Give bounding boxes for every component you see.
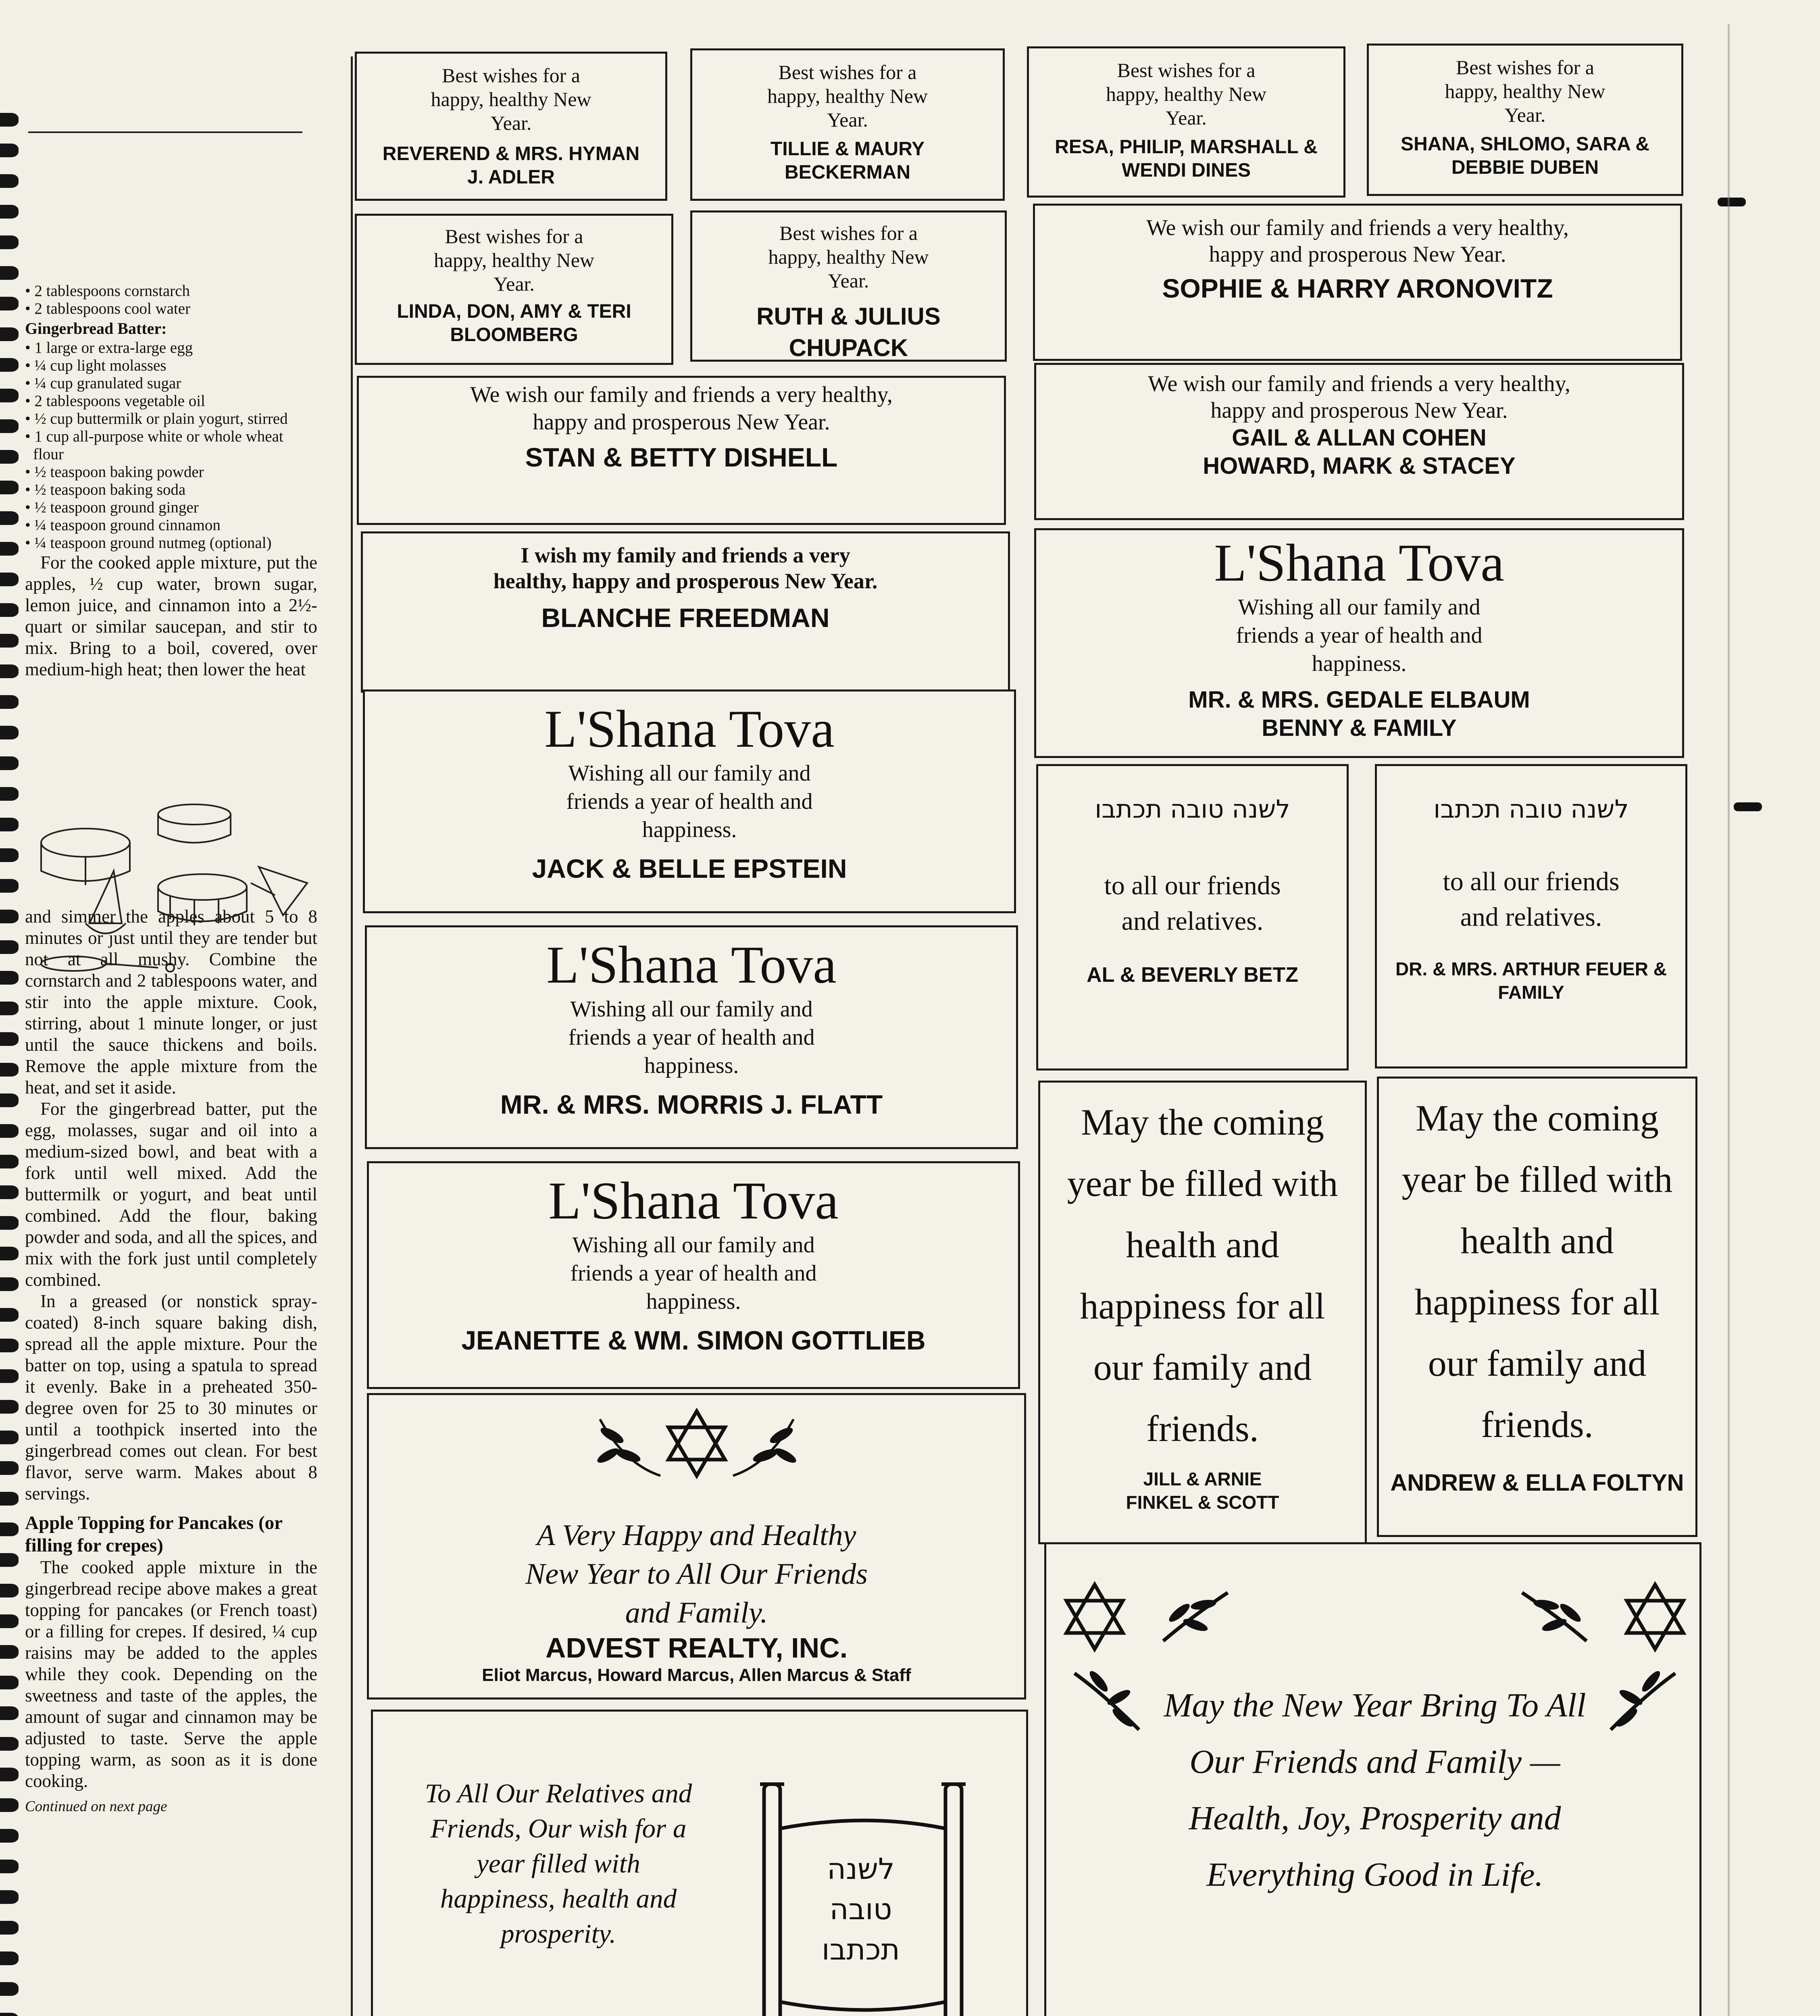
binding-hole bbox=[0, 634, 19, 648]
binding-hole bbox=[0, 1492, 19, 1506]
binding-hole bbox=[0, 1676, 19, 1689]
ingredient: • 1 large or extra-large egg bbox=[25, 339, 317, 357]
binding-hole bbox=[0, 726, 19, 739]
ad-names: JACK & BELLE EPSTEIN bbox=[532, 854, 847, 883]
ad-message: Wishing all our family and friends a year of health and happiness. bbox=[1236, 595, 1483, 676]
ad-message: We wish our family and friends a very healthy, happy and prosperous New Year. bbox=[1146, 215, 1569, 267]
binding-hole bbox=[0, 174, 19, 188]
recipe-paragraph: and simmer the apples about 5 to 8 minutes or just until they are tender but not at all mushy. Combine the cornstarch and 2 tablespoons water, and stir into the apple mixture. Cook, stirring, about 1 minute longer, or just until the sauce thickens and boils. Remove the apple mixture from the heat, and set it aside. bbox=[25, 906, 317, 1098]
batter-ingredient-list bbox=[25, 339, 317, 552]
ad-names: BLANCHE FREEDMAN bbox=[541, 603, 830, 633]
binding-hole bbox=[0, 1645, 19, 1659]
greeting-ad-dishell bbox=[357, 376, 1006, 525]
recipe-paragraph: For the cooked apple mixture, put the apples, ½ cup water, brown sugar, lemon juice, and cinnamon into a 2½-quart or similar saucepan, and stir to mix. Bring to a boil, covered, over medium-high heat; then lower the heat bbox=[25, 552, 317, 679]
ad-message: A Very Happy and Healthy New Year to All Our Friends and Family. bbox=[525, 1519, 868, 1629]
binding-hole bbox=[0, 113, 19, 127]
lshana-tova-heading: L'Shana Tova bbox=[1214, 533, 1504, 592]
ad-message: May the New Year Bring To All Our Friends and Family — Health, Joy, Prosperity and Everything Good in Life. bbox=[1164, 1687, 1586, 1893]
greeting-ad-bloomberg bbox=[355, 214, 673, 365]
binding-hole bbox=[0, 1768, 19, 1781]
ad-names: REVEREND & MRS. HYMAN J. ADLER bbox=[382, 143, 640, 188]
lshana-tova-ad-epstein bbox=[363, 689, 1016, 913]
binding-hole bbox=[0, 756, 19, 770]
ad-names: STAN & BETTY DISHELL bbox=[525, 442, 838, 472]
scroll-line: טובה bbox=[829, 1892, 892, 1926]
binding-hole bbox=[0, 1982, 19, 1996]
edge-marker bbox=[1718, 198, 1746, 206]
binding-hole bbox=[0, 1063, 19, 1077]
recipe-paragraph: The cooked apple mixture in the gingerbread recipe above makes a great topping for pancakes (or French toast) or a filling for crepes. If desired, ¼ cup raisins may be added to the apples while they cook. Depending on the sweetness and taste of the apples, the amount of sugar and cinnamon may be adjusted to taste. Serve the apple topping warm, as soon as it is done cooking. bbox=[25, 1557, 317, 1791]
greeting-ad-duben bbox=[1367, 44, 1683, 196]
hebrew-greeting-ad-betz bbox=[1036, 764, 1349, 1070]
ingredient: • ½ teaspoon baking powder bbox=[25, 463, 317, 481]
binding-hole bbox=[0, 603, 19, 617]
binding-hole bbox=[0, 450, 19, 464]
binding-hole bbox=[0, 940, 19, 954]
binding-hole bbox=[0, 1308, 19, 1322]
binding-hole bbox=[0, 1829, 19, 1843]
binding-hole bbox=[0, 1737, 19, 1751]
binding-hole bbox=[0, 1124, 19, 1138]
ingredient: • ½ cup buttermilk or plain yogurt, stirred bbox=[25, 410, 317, 428]
binding-hole bbox=[0, 1247, 19, 1260]
greeting-ad-aronovitz bbox=[1033, 204, 1682, 361]
lshana-tova-heading: L'Shana Tova bbox=[544, 699, 835, 758]
ad-names: SOPHIE & HARRY ARONOVITZ bbox=[1162, 273, 1553, 303]
ad-names: ANDREW & ELLA FOLTYN bbox=[1390, 1470, 1684, 1496]
greeting-ad-adelson bbox=[371, 1710, 1028, 2016]
lshana-tova-ad-gottlieb bbox=[367, 1161, 1020, 1389]
greeting-ad-finkel bbox=[1038, 1081, 1367, 1544]
binding-hole bbox=[0, 358, 19, 372]
star-of-david-with-branches bbox=[584, 1403, 810, 1500]
ad-message: I wish my family and friends a very healthy, happy and prosperous New Year. bbox=[493, 543, 878, 593]
binding-hole bbox=[0, 1921, 19, 1935]
ad-names-line1: GAIL & ALLAN COHEN bbox=[1232, 425, 1487, 451]
binding-hole bbox=[0, 144, 19, 157]
binding-hole bbox=[0, 971, 19, 985]
ingredient: • ¼ cup granulated sugar bbox=[25, 375, 317, 392]
recipe-paragraph: For the gingerbread batter, put the egg, molasses, sugar and oil into a medium-sized bowl, and beat with a fork until well mixed. Add the buttermilk or yogurt, and beat until combined. Add the flour, baking powder and soda, and all the spices, and mix with the fork just until completely combined. bbox=[25, 1099, 317, 1290]
ad-names: SHANA, SHLOMO, SARA & DEBBIE DUBEN bbox=[1401, 133, 1649, 178]
binding-hole bbox=[0, 266, 19, 280]
greeting-ad-cohen bbox=[1034, 363, 1684, 520]
binding-hole bbox=[0, 481, 19, 494]
ad-message: to all our friends and relatives. bbox=[1104, 871, 1281, 936]
binding-hole bbox=[0, 1155, 19, 1168]
binding-hole bbox=[0, 664, 19, 678]
ad-message: Best wishes for a happy, healthy New Year. bbox=[1445, 56, 1606, 126]
greeting-ad-adler bbox=[355, 52, 667, 201]
binding-hole bbox=[0, 1093, 19, 1107]
ingredient: • ½ teaspoon baking soda bbox=[25, 481, 317, 499]
binding-hole bbox=[0, 1706, 19, 1720]
ad-message: Best wishes for a happy, healthy New Year. bbox=[431, 64, 591, 134]
binding-hole bbox=[0, 2013, 19, 2016]
recipe-column bbox=[25, 282, 317, 1817]
ad-names: JILL & ARNIE FINKEL & SCOTT bbox=[1126, 1468, 1279, 1513]
scroll-line: תכתבו bbox=[822, 1933, 900, 1966]
hebrew-greeting-ad-feuer bbox=[1375, 764, 1687, 1068]
ad-message: Best wishes for a happy, healthy New Year. bbox=[1106, 59, 1267, 129]
binding-hole bbox=[0, 1369, 19, 1383]
ad-message: to all our friends and relatives. bbox=[1443, 867, 1620, 932]
binding-hole bbox=[0, 1951, 19, 1965]
ad-names: AL & BEVERLY BETZ bbox=[1087, 963, 1298, 987]
binding-hole bbox=[0, 1400, 19, 1414]
greeting-ad-advest bbox=[367, 1393, 1026, 1699]
ad-message: Best wishes for a happy, healthy New Year. bbox=[767, 61, 928, 131]
lshana-tova-ad-flatt bbox=[365, 925, 1018, 1149]
binding-hole bbox=[0, 1553, 19, 1567]
ad-message: Wishing all our family and friends a year of health and happiness. bbox=[568, 997, 815, 1078]
ingredient: • 2 tablespoons cornstarch bbox=[25, 282, 317, 300]
binding-hole bbox=[0, 511, 19, 525]
ingredient: • 2 tablespoons cool water bbox=[25, 300, 317, 318]
binding-hole bbox=[0, 573, 19, 586]
binding-hole bbox=[0, 1032, 19, 1046]
ingredient-list bbox=[25, 282, 317, 318]
binding-hole bbox=[0, 1860, 19, 1873]
binding-hole bbox=[0, 1431, 19, 1444]
binding-hole bbox=[0, 419, 19, 433]
ad-message: Wishing all our family and friends a year of health and happiness. bbox=[566, 761, 813, 842]
ad-message: To All Our Relatives and Friends, Our wish for a year filled with happiness, health and prosperity. bbox=[425, 1779, 692, 1949]
ad-message: May the coming year be filled with health and happiness for all our family and friends. bbox=[1401, 1098, 1673, 1445]
ad-message: Best wishes for a happy, healthy New Year. bbox=[433, 225, 595, 295]
batter-label: Gingerbread Batter: bbox=[25, 319, 167, 337]
ingredient: • 2 tablespoons vegetable oil bbox=[25, 392, 317, 410]
binding-hole bbox=[0, 787, 19, 801]
lshana-tova-heading: L'Shana Tova bbox=[546, 935, 837, 994]
greeting-ad-beckerman bbox=[690, 48, 1005, 201]
ingredient: • ½ teaspoon ground ginger bbox=[25, 499, 317, 516]
scroll-line: לשנה bbox=[827, 1852, 895, 1886]
ad-names: TILLIE & MAURY BECKERMAN bbox=[770, 138, 925, 183]
ingredient: • ¼ teaspoon ground cinnamon bbox=[25, 516, 317, 534]
binding-hole bbox=[0, 327, 19, 341]
greeting-ad-foltyn bbox=[1377, 1077, 1697, 1537]
hebrew-greeting: לשנה טובה תכתבו bbox=[1095, 794, 1290, 824]
greeting-ad-herschelmans bbox=[1044, 1542, 1701, 2016]
ingredient: • 1 cup all-purpose white or whole wheat flour bbox=[25, 428, 317, 463]
continued-note: Continued on next page bbox=[25, 1798, 167, 1815]
ad-company-name: ADVEST REALTY, INC. bbox=[545, 1632, 848, 1664]
ad-staff: Eliot Marcus, Howard Marcus, Allen Marcus & Staff bbox=[482, 1665, 911, 1685]
binding-hole bbox=[0, 1461, 19, 1475]
greeting-ad-freedman bbox=[361, 531, 1010, 693]
binding-hole bbox=[0, 235, 19, 249]
binding-hole bbox=[0, 1185, 19, 1199]
ad-message: Wishing all our family and friends a year of health and happiness. bbox=[570, 1233, 817, 1314]
ad-names-line2: BENNY & FAMILY bbox=[1262, 715, 1457, 741]
ingredient: • ¼ teaspoon ground nutmeg (optional) bbox=[25, 534, 317, 552]
lshana-tova-heading: L'Shana Tova bbox=[548, 1171, 839, 1230]
binding-hole bbox=[0, 1277, 19, 1291]
ad-names-line1: MR. & MRS. GEDALE ELBAUM bbox=[1188, 687, 1530, 713]
scroll-hebrew-text bbox=[788, 1849, 933, 1970]
spiral-binding bbox=[0, 113, 28, 2016]
binding-hole bbox=[0, 695, 19, 709]
page-edge-line bbox=[1728, 24, 1730, 2016]
binding-hole bbox=[0, 1584, 19, 1597]
binding-hole bbox=[0, 848, 19, 862]
ad-names: LINDA, DON, AMY & TERI BLOOMBERG bbox=[397, 301, 631, 346]
ad-message: Best wishes for a happy, healthy New Year. bbox=[768, 222, 929, 292]
binding-hole bbox=[0, 1890, 19, 1904]
binding-hole bbox=[0, 1339, 19, 1352]
binding-hole bbox=[0, 1798, 19, 1812]
binding-hole bbox=[0, 910, 19, 923]
binding-hole bbox=[0, 1002, 19, 1015]
topping-heading: Apple Topping for Pancakes (or filling for crepes) bbox=[25, 1512, 283, 1556]
greeting-ad-chupack bbox=[690, 210, 1007, 362]
binding-hole bbox=[0, 542, 19, 556]
binding-hole bbox=[0, 389, 19, 402]
binding-hole bbox=[0, 879, 19, 893]
hebrew-greeting: לשנה טובה תכתבו bbox=[1433, 794, 1629, 824]
ad-message: We wish our family and friends a very healthy, happy and prosperous New Year. bbox=[1148, 371, 1570, 423]
cake-illustration bbox=[25, 790, 331, 1000]
ad-names-line2: HOWARD, MARK & STACEY bbox=[1203, 453, 1516, 479]
ad-names: MR. & MRS. MORRIS J. FLATT bbox=[500, 1089, 883, 1119]
binding-hole bbox=[0, 297, 19, 310]
ad-names: JEANETTE & WM. SIMON GOTTLIEB bbox=[461, 1325, 926, 1355]
greeting-ad-dines bbox=[1027, 46, 1345, 198]
ad-names: RUTH & JULIUS CHUPACK bbox=[756, 303, 941, 361]
edge-marker bbox=[1734, 802, 1762, 811]
ad-names: RESA, PHILIP, MARSHALL & WENDI DINES bbox=[1055, 136, 1318, 181]
recipe-paragraph: In a greased (or nonstick spray-coated) 8-inch square baking dish, spread all the apple mixture. Pour the batter on top, using a spatula to spread it evenly. Bake in a preheated 350-degree oven for 25 to 30 minutes or until a toothpick inserted into the gingerbread comes out clean. For best flavor, serve warm. Makes about 8 servings. bbox=[25, 1291, 317, 1504]
column-top-rule bbox=[28, 131, 302, 133]
ad-names: DR. & MRS. ARTHUR FEUER & FAMILY bbox=[1395, 958, 1667, 1003]
binding-hole bbox=[0, 1522, 19, 1536]
ad-message: May the coming year be filled with health and happiness for all our family and friends. bbox=[1067, 1102, 1338, 1449]
ad-message: We wish our family and friends a very healthy, happy and prosperous New Year. bbox=[470, 382, 893, 435]
binding-hole bbox=[0, 1614, 19, 1628]
binding-hole bbox=[0, 205, 19, 219]
ingredient: • ¼ cup light molasses bbox=[25, 357, 317, 375]
column-divider bbox=[351, 56, 353, 2016]
binding-hole bbox=[0, 1216, 19, 1230]
binding-hole bbox=[0, 818, 19, 831]
lshana-tova-ad-elbaum bbox=[1034, 528, 1684, 758]
